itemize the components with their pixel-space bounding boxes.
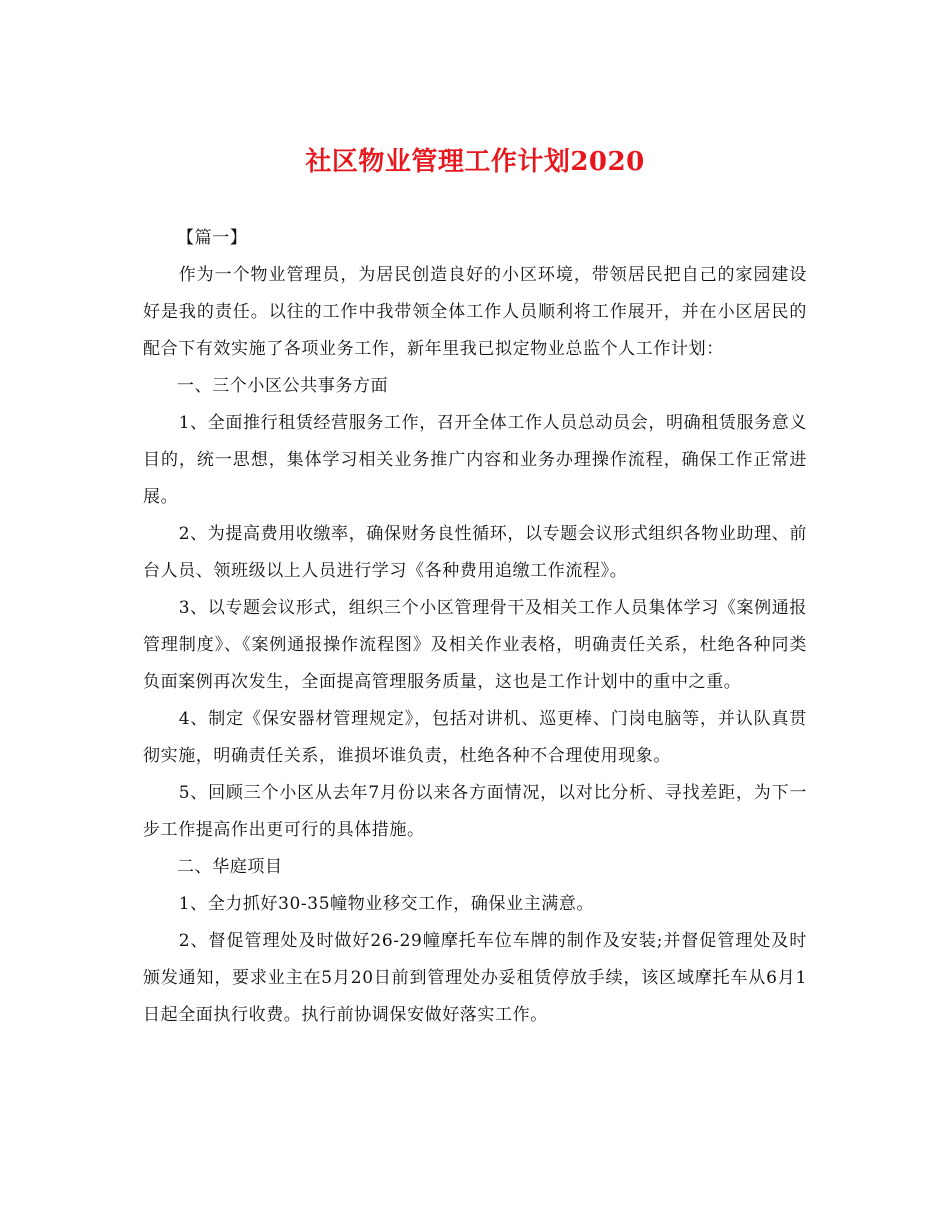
list-item-2: 2、为提高费用收缴率，确保财务良性循环，以专题会议形式组织各物业助理、前台人员、领班级以上人员进行学习《各种费用追缴工作流程》。	[143, 524, 807, 581]
section-label-part-one: 【篇一】	[177, 228, 248, 248]
huating-item-1: 1、全力抓好30-35幢物业移交工作，确保业主满意。	[178, 894, 595, 914]
section-heading-public-affairs: 一、三个小区公共事务方面	[177, 376, 389, 396]
list-item-4: 4、制定《保安器材管理规定》，包括对讲机、巡更棒、门岗电脑等，并认队真贯彻实施，明确责任关系，谁损坏谁负责，杜绝各种不合理使用现象。	[143, 709, 807, 766]
intro-paragraph: 作为一个物业管理员，为居民创造良好的小区环境，带领居民把自己的家园建设好是我的责任。以往的工作中我带领全体工作人员顺利将工作展开，并在小区居民的配合下有效实施了各项业务工作，新年里我已拟定物业总监个人工作计划：	[143, 265, 807, 359]
document-title: 社区物业管理工作计划2020	[305, 147, 645, 177]
list-item-1: 1、全面推行租赁经营服务工作，召开全体工作人员总动员会，明确租赁服务意义目的，统一思想，集体学习相关业务推广内容和业务办理操作流程，确保工作正常进展。	[143, 413, 807, 507]
list-item-3: 3、以专题会议形式，组织三个小区管理骨干及相关工作人员集体学习《案例通报管理制度》、《案例通报操作流程图》及相关作业表格，明确责任关系，杜绝各种同类负面案例再次发生，全面提高管理服务质量，这也是工作计划中的重中之重。	[143, 598, 807, 692]
section-heading-huating: 二、华庭项目	[177, 857, 283, 877]
huating-item-2: 2、督促管理处及时做好26-29幢摩托车位车牌的制作及安装;并督促管理处及时颁发通知，要求业主在5月20日前到管理处办妥租赁停放手续，该区域摩托车从6月1日起全面执行收费。执行前协调保安做好落实工作。	[143, 931, 807, 1025]
document-body	[143, 220, 807, 1034]
list-item-5: 5、回顾三个小区从去年7月份以来各方面情况，以对比分析、寻找差距，为下一步工作提高作出更可行的具体措施。	[143, 783, 807, 840]
